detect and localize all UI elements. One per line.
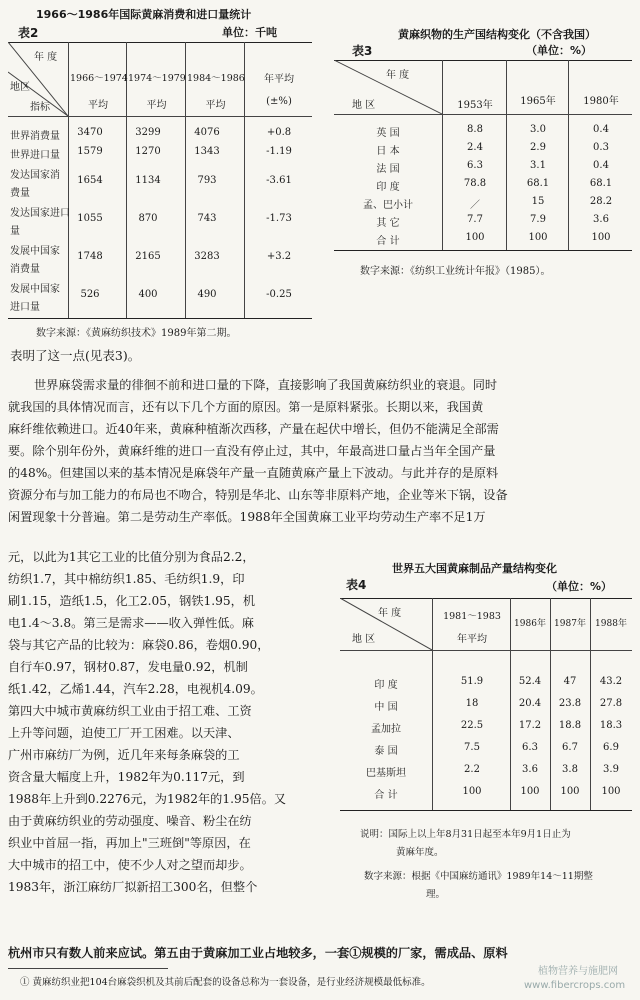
- table2-col1-avg: 平均: [88, 100, 108, 111]
- table2-header-year: 年 度: [34, 52, 58, 63]
- table3-cell: 7.9: [530, 214, 546, 225]
- table4-cell: 3.6: [522, 764, 538, 775]
- table3-header-region: 地 区: [352, 100, 376, 111]
- table2-cell: 490: [197, 289, 217, 300]
- watermark-url: www.fibercrops.com: [524, 980, 626, 991]
- table3-cell: 68.1: [526, 178, 550, 189]
- body-line: 资含量大幅度上升，1982年为0.117元，到: [8, 770, 245, 784]
- table4-unit: （单位：%）: [546, 580, 613, 593]
- table4-cell: 6.3: [522, 742, 538, 753]
- table4-cell: 3.9: [603, 764, 619, 775]
- table3-row-name: 其 它: [376, 218, 400, 229]
- table2-cell: 4076: [194, 127, 220, 138]
- table3-cell: 78.8: [463, 178, 487, 189]
- table2-row-name: 进口量: [10, 302, 40, 313]
- body-line: 要。除个别年份外，黄麻纤维的进口一直没有停止过，其中，年最高进口量占当年全国产量: [8, 444, 496, 458]
- body-line: 上升等问题，迫使工厂开工困难。以天津、: [8, 726, 240, 740]
- table4-cell: 17.2: [518, 720, 542, 731]
- table4-cell: 27.8: [599, 698, 623, 709]
- body-paragraph: [8, 374, 632, 528]
- table3-unit: （单位：%）: [526, 44, 593, 57]
- table2-cell: 3299: [135, 127, 161, 138]
- table4-row-name: 巴基斯坦: [366, 768, 406, 779]
- body-line: 广州市麻纺厂为例，近几年来每条麻袋的工: [8, 748, 240, 762]
- table3-cell: 28.2: [589, 196, 613, 207]
- table2-col2-avg: 平均: [146, 100, 167, 111]
- body-narrow-column: [8, 546, 330, 898]
- table4-row-name: 中 国: [374, 702, 398, 713]
- table2-cell: -0.25: [266, 289, 292, 300]
- table2-cell: +0.8: [266, 127, 292, 138]
- body-line: 纸1.42，乙烯1.44，汽车2.28，电视机4.09。: [8, 682, 263, 696]
- table4-header-region: 地 区: [352, 634, 376, 645]
- table2-cell: -3.61: [266, 175, 292, 186]
- table2-cell: 1343: [194, 146, 220, 157]
- table2-row-name: 量: [10, 226, 20, 237]
- table2-row-name: 发达国家进口: [10, 208, 70, 219]
- intro-line: 表明了这一点(见表3)。: [10, 348, 141, 363]
- table3-header-year: 年 度: [386, 70, 410, 81]
- table3-cell: 3.0: [530, 124, 546, 135]
- table2-title: 1966～1986年国际黄麻消费和进口量统计: [36, 8, 252, 21]
- table4-label: 表4: [346, 578, 367, 592]
- table3-cell: 7.7: [467, 214, 483, 225]
- table4-col1-sub: 年平均: [457, 634, 487, 645]
- table4-header-year: 年 度: [378, 608, 402, 619]
- table2-cell: 870: [138, 213, 158, 224]
- table3-col-header: 1980年: [583, 96, 619, 107]
- table4-row-name: 孟加拉: [371, 724, 401, 735]
- table2-row-name: 世界进口量: [10, 150, 60, 161]
- table4-cell: 51.9: [460, 676, 484, 687]
- table4-col-header: 1986年: [514, 619, 546, 629]
- table2-row-name: 消费量: [10, 264, 40, 275]
- table2-cell: 1055: [77, 213, 103, 224]
- body-line: 织业中首屈一指，再加上"三班倒"等原因，在: [8, 836, 251, 850]
- table4-cell: 22.5: [460, 720, 484, 731]
- table4-cell: 6.9: [603, 742, 619, 753]
- table3-cell: 100: [465, 232, 485, 243]
- table4-cell: 18.8: [558, 720, 582, 731]
- body-line: 元，以此为1其它工业的比值分别为食品2.2，: [8, 550, 255, 564]
- table3-row-name: 孟、巴小计: [363, 200, 413, 211]
- table4-source-cont: 理。: [426, 889, 446, 900]
- table2-row-name: 发展中国家: [10, 246, 60, 257]
- table4-cell: 6.7: [562, 742, 578, 753]
- table4-cell: 2.2: [464, 764, 480, 775]
- table4-cell: 18.3: [599, 720, 623, 731]
- body-line: 刷1.15，造纸1.5，化工2.05，钢铁1.95，机: [8, 594, 256, 608]
- table3-source: 数字来源：《纺织工业统计年报》（1985）。: [360, 266, 551, 277]
- body-line: 资源分布与加工能力的布局也不吻合，特别是华北、山东等非原料产地，企业等米下锅，设备: [8, 488, 508, 502]
- table2-col3-header: 1984～1986: [187, 73, 245, 84]
- table2-col2-header: 1974～1979: [128, 73, 186, 84]
- body-line: 闲置现象十分普遍。第二是劳动生产率低。1988年全国黄麻工业平均劳动生产率不足1万: [8, 510, 486, 524]
- table4-col-header: 1988年: [595, 619, 627, 629]
- table3-label: 表3: [352, 44, 373, 58]
- table2-cell: 743: [197, 213, 217, 224]
- table3-cell: 0.3: [593, 142, 609, 153]
- table2-header-indicator: 指标: [30, 102, 50, 113]
- table4-cell: 20.4: [518, 698, 542, 709]
- table3-title: 黄麻织物的生产国结构变化（不含我国）: [398, 28, 596, 41]
- table2-unit: 单位：千吨: [222, 26, 277, 39]
- table4-title: 世界五大国黄麻制品产量结构变化: [392, 562, 557, 575]
- table2-cell: 3470: [77, 127, 103, 138]
- table4-cell: 23.8: [558, 698, 582, 709]
- body-line: 由于黄麻纺织业的劳动强度、噪音、粉尘在纺: [8, 814, 252, 828]
- table3-row-name: 合 计: [376, 236, 400, 247]
- watermark-text: 植物营养与施肥网: [538, 966, 618, 977]
- table4-cell: 7.5: [464, 742, 480, 753]
- table2-cell: 526: [80, 289, 100, 300]
- table3-cell: 3.6: [593, 214, 609, 225]
- body-line: 世界麻袋需求量的徘徊不前和进口量的下降，直接影响了我国黄麻纺织业的衰退。同时: [34, 378, 498, 392]
- table2-cell: 1579: [77, 146, 103, 157]
- table4-note-cont: 黄麻年度。: [396, 847, 444, 858]
- table4-cell: 43.2: [599, 676, 623, 687]
- table2-cell: 3283: [194, 251, 220, 262]
- table2-cell: +3.2: [266, 251, 292, 262]
- table4-row-name: 合 计: [374, 790, 398, 801]
- table2-col1-header: 1966～1974: [70, 73, 128, 84]
- table2-cell: 1134: [135, 175, 161, 186]
- table4-row-name: 泰 国: [374, 746, 398, 757]
- table3-cell: 3.1: [530, 160, 546, 171]
- body-line: 就我国的具体情况而言，还有以下几个方面的原因。第一是原料紧张。长期以来，我国黄: [8, 400, 484, 414]
- table3-cell: ／: [470, 200, 480, 211]
- body-line: 1988年上升到0.2276元，为1982年的1.95倍。又: [8, 792, 287, 806]
- table3-cell: 0.4: [593, 160, 609, 171]
- table3-cell: 100: [528, 232, 548, 243]
- table2-cell: -1.19: [266, 146, 292, 157]
- table3-col-header: 1953年: [457, 100, 493, 111]
- body-last-line: 杭州市只有数人前来应试。第五由于黄麻加工业占地较多，一套①规模的厂家，需成品、原料: [8, 946, 508, 960]
- table4-cell: 47: [563, 676, 577, 687]
- table2-cell: 2165: [135, 251, 161, 262]
- table4-cell: 3.8: [562, 764, 578, 775]
- table2-cell: 400: [138, 289, 158, 300]
- table4-cell: 100: [601, 786, 621, 797]
- table3-cell: 6.3: [467, 160, 483, 171]
- table2-cell: 1270: [135, 146, 161, 157]
- table2-row-name: 世界消费量: [10, 131, 60, 142]
- table3-row-name: 英 国: [376, 128, 400, 139]
- table3-row-name: 印 度: [376, 182, 400, 193]
- table3-col-header: 1965年: [520, 96, 556, 107]
- table2-label: 表2: [18, 26, 39, 40]
- table2-row-name: 发展中国家: [10, 284, 60, 295]
- table4-col-header: 1987年: [554, 619, 586, 629]
- table2-header-region: 地区: [10, 82, 30, 93]
- table3-cell: 100: [591, 232, 611, 243]
- footnote: ① 黄麻纺织业把104台麻袋织机及其前后配套的设备总称为一套设备，是行业经济规模最低标准。: [20, 977, 431, 988]
- table2-cell: 1748: [77, 251, 103, 262]
- table4-cell: 100: [520, 786, 540, 797]
- table2-cell: 1654: [77, 175, 103, 186]
- body-line: 电1.4～3.8。第三是需求——收入弹性低。麻: [8, 616, 254, 630]
- table4-row-name: 印 度: [374, 680, 398, 691]
- table4-cell: 100: [560, 786, 580, 797]
- table2-row-name: 发达国家消: [10, 170, 60, 181]
- body-line: 的48%。但建国以来的基本情况是麻袋年产量一直随黄麻产量上下波动。与此并存的是原料: [8, 466, 499, 480]
- body-line: 纺织1.7，其中棉纺织1.85、毛纺织1.9，印: [8, 572, 245, 586]
- table2-cell: 793: [197, 175, 217, 186]
- body-line: 第四大中城市黄麻纺织工业由于招工难、工资: [8, 704, 252, 718]
- table3-cell: 2.9: [530, 142, 546, 153]
- table2-cell: -1.73: [266, 213, 292, 224]
- body-line: 1983年，浙江麻纺厂拟新招工300名，但整个: [8, 880, 258, 894]
- table2-col3-avg: 平均: [205, 100, 226, 111]
- body-line: 自行车0.97，钢材0.87，发电量0.92，机制: [8, 660, 248, 674]
- table4-source: 数字来源：根据《中国麻纺通讯》1989年14～11期整: [364, 871, 593, 882]
- table4-note: 说明：国际上以上年8月31日起至本年9月1日止为: [360, 829, 571, 840]
- body-line: 袋与其它产品的比较为：麻袋0.86，卷烟0.90，: [8, 638, 270, 652]
- table4-cell: 18: [465, 698, 479, 709]
- table3-cell: 0.4: [593, 124, 609, 135]
- table3-row-name: 日 本: [376, 146, 400, 157]
- table3-cell: 68.1: [589, 178, 613, 189]
- table3-row-name: 法 国: [376, 164, 400, 175]
- table2-row-name: 费量: [10, 188, 30, 199]
- table3-cell: 15: [531, 196, 545, 207]
- table2-source: 数字来源：《黄麻纺织技术》1989年第二期。: [36, 328, 237, 339]
- table2-col4-pct: (±%): [266, 96, 292, 107]
- table4-cell: 100: [462, 786, 482, 797]
- body-line: 大中城市的招工中，使不少人对之望而却步。: [8, 858, 252, 872]
- table4-cell: 52.4: [518, 676, 542, 687]
- body-line: 麻纤维依赖进口。近40年来，黄麻种植渐次西移，产量在起伏中增长，但仍不能满足全部需: [8, 422, 499, 436]
- table3-cell: 8.8: [467, 124, 483, 135]
- table2-col4-header: 年平均: [264, 74, 294, 85]
- table4-col1-header: 1981～1983: [443, 611, 501, 622]
- table3-cell: 2.4: [467, 142, 483, 153]
